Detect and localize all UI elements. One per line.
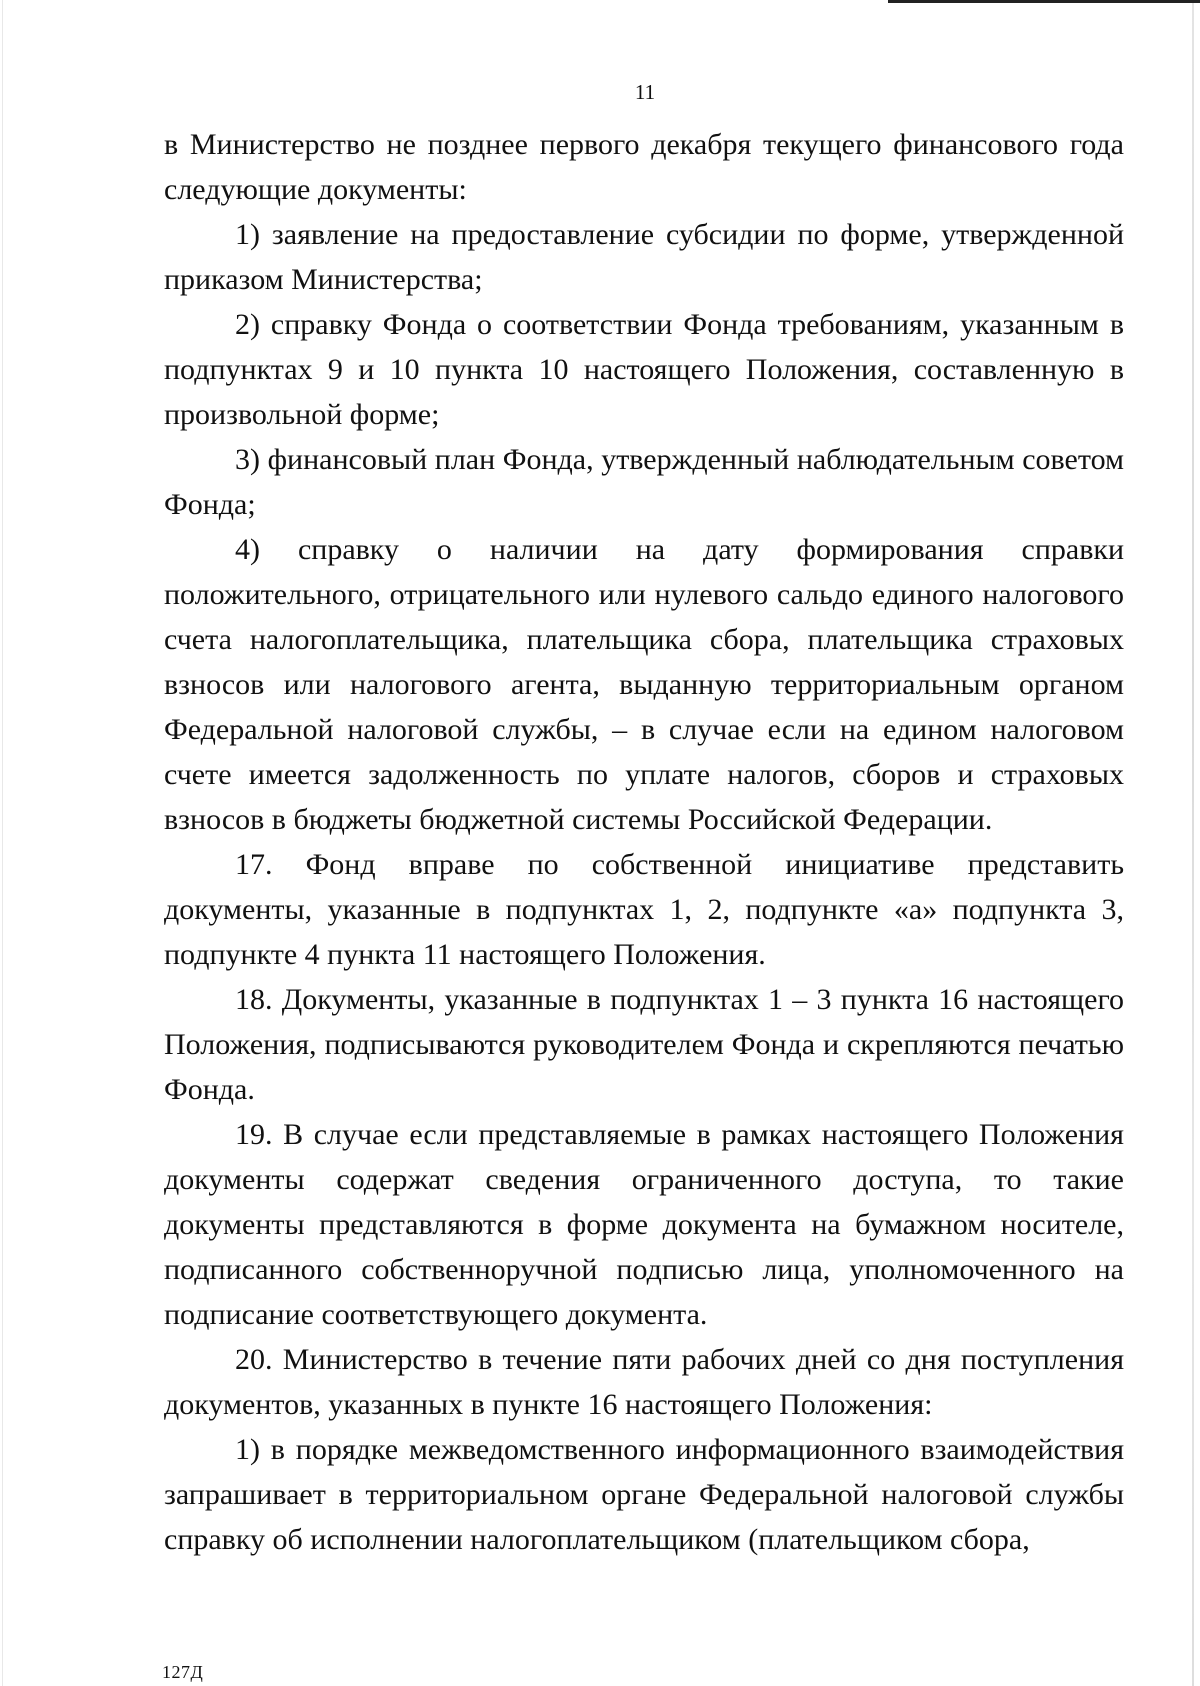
paragraph-20: 20. Министерство в течение пяти рабочих дней со дня поступления документов, указанных в пункте 16 настоящего Положения: <box>164 1343 1124 1421</box>
paragraph-19: 19. В случае если представляемые в рамках настоящего Положения документы содержат сведения ограниченного доступа, то такие документы представляются в форме документа на бумажном носителе, подписанного собственноручной подписью лица, уполномоченного на подписание соответствующего документа. <box>164 1118 1124 1331</box>
paragraph-17: 17. Фонд вправе по собственной инициативе представить документы, указанные в подпунктах 1, 2, подпункте «а» подпункта 3, подпункте 4 пункта 11 настоящего Положения. <box>164 848 1124 971</box>
paragraph-item-3: 3) финансовый план Фонда, утвержденный наблюдательным советом Фонда; <box>164 443 1124 521</box>
top-rule <box>888 0 1200 3</box>
document-body <box>164 122 1124 1562</box>
paragraph-item-1: 1) заявление на предоставление субсидии по форме, утвержденной приказом Министерства; <box>164 218 1124 296</box>
paragraph-item-2: 2) справку Фонда о соответствии Фонда требованиям, указанным в подпунктах 9 и 10 пункта 10 настоящего Положения, составленную в произвольной форме; <box>164 308 1124 431</box>
paragraph-20-item-1: 1) в порядке межведомственного информационного взаимодействия запрашивает в территориальном органе Федеральной налоговой службы справку об исполнении налогоплательщиком (плательщиком сбора, <box>164 1433 1124 1556</box>
scan-edge-right <box>1192 0 1194 1686</box>
scan-edge-left <box>2 0 3 1686</box>
paragraph-continuation: в Министерство не позднее первого декабря текущего финансового года следующие документы: <box>164 128 1124 206</box>
paragraph-18: 18. Документы, указанные в подпунктах 1 – 3 пункта 16 настоящего Положения, подписываются руководителем Фонда и скрепляются печатью Фонда. <box>164 983 1124 1106</box>
footer-document-code: 127Д <box>162 1662 204 1682</box>
page-number: 11 <box>634 80 656 104</box>
paragraph-item-4: 4) справку о наличии на дату формирования справки положительного, отрицательного или нулевого сальдо единого налогового счета налогоплательщика, плательщика сбора, плательщика страховых взносов или налогового агента, выданную территориальным органом Федеральной налоговой службы, – в случае если на едином налоговом счете имеется задолженность по уплате налогов, сборов и страховых взносов в бюджеты бюджетной системы Российской Федерации. <box>164 533 1124 836</box>
